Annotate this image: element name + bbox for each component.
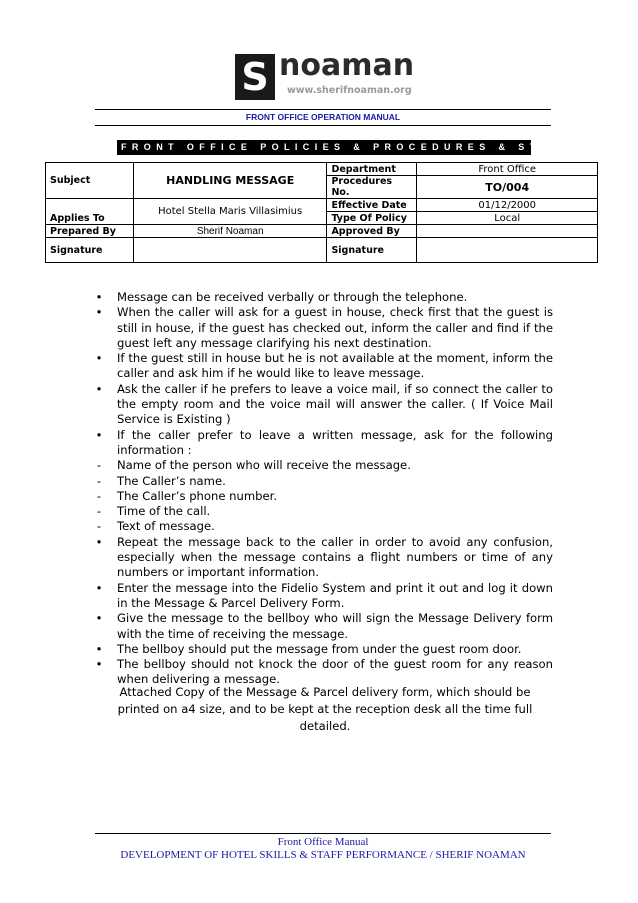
list-item	[93, 428, 553, 459]
bullet-marker: •	[95, 641, 103, 656]
subject-value: HANDLING MESSAGE	[133, 163, 327, 199]
procedures-label: Procedures No.	[327, 176, 417, 199]
list-item-text: If the caller prefer to leave a written message, ask for the following information :	[117, 427, 553, 457]
list-item	[93, 458, 553, 473]
list-item-text: Name of the person who will receive the message.	[117, 458, 411, 473]
applies-value: Hotel Stella Maris Villasimius	[133, 199, 327, 225]
list-item-text: Time of the call.	[117, 504, 211, 519]
signature2-value	[417, 238, 598, 263]
list-item-text: Give the message to the bellboy who will sign the Message Delivery form with the time of receiving the message.	[117, 611, 553, 641]
closing-note: Attached Copy of the Message & Parcel delivery form, which should be printed on a4 size, and to be kept at the reception desk all the time full detailed.	[117, 685, 533, 733]
footer-line2: DEVELOPMENT OF HOTEL SKILLS & STAFF PERFORMANCE / SHERIF NOAMAN	[120, 849, 526, 861]
list-item-text: Text of message.	[117, 519, 215, 534]
bullet-marker: •	[95, 305, 103, 320]
dash-marker: -	[96, 488, 102, 503]
footer-rule	[95, 833, 551, 834]
list-item	[93, 351, 553, 382]
procedures-value: TO/004	[417, 176, 598, 199]
bullet-marker: •	[95, 580, 103, 595]
bullet-marker: •	[95, 534, 103, 549]
footer-line1: Front Office Manual	[277, 836, 369, 848]
list-item	[93, 382, 553, 428]
procedure-list	[93, 290, 553, 688]
list-item-text: The Caller’s phone number.	[117, 488, 278, 503]
bullet-marker: •	[95, 427, 103, 442]
list-item-text: Repeat the message back to the caller in order to avoid any confusion, especially when the message contains a flight numbers or time of any numbers or important information.	[117, 534, 553, 580]
list-item	[93, 305, 553, 351]
dash-marker: -	[96, 504, 102, 519]
signature-label: Signature	[46, 238, 134, 263]
procedure-info-table	[45, 162, 598, 263]
list-item-text: The bellboy should put the message from under the guest room door.	[117, 641, 522, 656]
header-rule	[95, 109, 551, 110]
company-logo	[235, 48, 415, 102]
effective-value: 01/12/2000	[417, 199, 598, 212]
department-value: Front Office	[417, 163, 598, 176]
list-item	[93, 642, 553, 657]
signature-value	[133, 238, 327, 263]
list-item-text: When the caller will ask for a guest in house, check first that the guest is still in house, if the guest has checked out, inform the caller and find if the guest left any message clarifying his next destination.	[117, 305, 553, 350]
prepared-label: Prepared By	[46, 225, 134, 238]
bullet-marker: •	[95, 351, 103, 366]
bullet-marker: •	[95, 657, 103, 672]
policy-banner: FRONT OFFICE POLICIES & PROCEDURES & STANDARDS	[117, 140, 531, 155]
list-item-text: Enter the message into the Fidelio System and print it out and log it down in the Message & Parcel Delivery Form.	[117, 580, 553, 610]
list-item	[93, 581, 553, 612]
dash-marker: -	[96, 458, 102, 473]
list-item	[93, 290, 553, 305]
bullet-marker: •	[95, 611, 103, 626]
applies-label: Applies To	[46, 199, 134, 225]
effective-label: Effective Date	[327, 199, 417, 212]
header-rule-lower	[95, 125, 551, 126]
policy-type-value: Local	[417, 212, 598, 225]
list-item-text: Message can be received verbally or through the telephone.	[117, 290, 468, 304]
prepared-value: Sherif Noaman	[133, 225, 327, 238]
manual-title: FRONT OFFICE OPERATION MANUAL	[245, 112, 401, 122]
list-item-text: If the guest still in house but he is not available at the moment, inform the caller and ask him if he would like to leave message.	[117, 351, 553, 381]
approved-label: Approved By	[327, 225, 417, 238]
logo-url: www.sherifnoaman.org	[287, 85, 412, 96]
signature2-label: Signature	[327, 238, 417, 263]
list-item	[93, 535, 553, 581]
bullet-marker: •	[95, 381, 103, 396]
list-item-text: Ask the caller if he prefers to leave a voice mail, if so connect the caller to the empty room and the voice mail will answer the caller. ( If Voice Mail Service is Existing )	[117, 381, 553, 427]
list-item	[93, 611, 553, 642]
list-item	[93, 474, 553, 489]
list-item	[93, 519, 553, 534]
list-item	[93, 504, 553, 519]
dash-marker: -	[96, 473, 102, 488]
subject-label: Subject	[46, 163, 134, 199]
bullet-marker: •	[95, 290, 103, 304]
list-item-text: The Caller’s name.	[117, 473, 226, 488]
logo-name: noaman	[279, 48, 415, 83]
list-item	[93, 489, 553, 504]
logo-initial: S	[235, 54, 275, 100]
list-item-text: The bellboy should not knock the door of the guest room for any reason when delivering a message.	[117, 657, 553, 687]
department-label: Department	[327, 163, 417, 176]
dash-marker: -	[96, 519, 102, 534]
policy-type-label: Type Of Policy	[327, 212, 417, 225]
approved-value	[417, 225, 598, 238]
